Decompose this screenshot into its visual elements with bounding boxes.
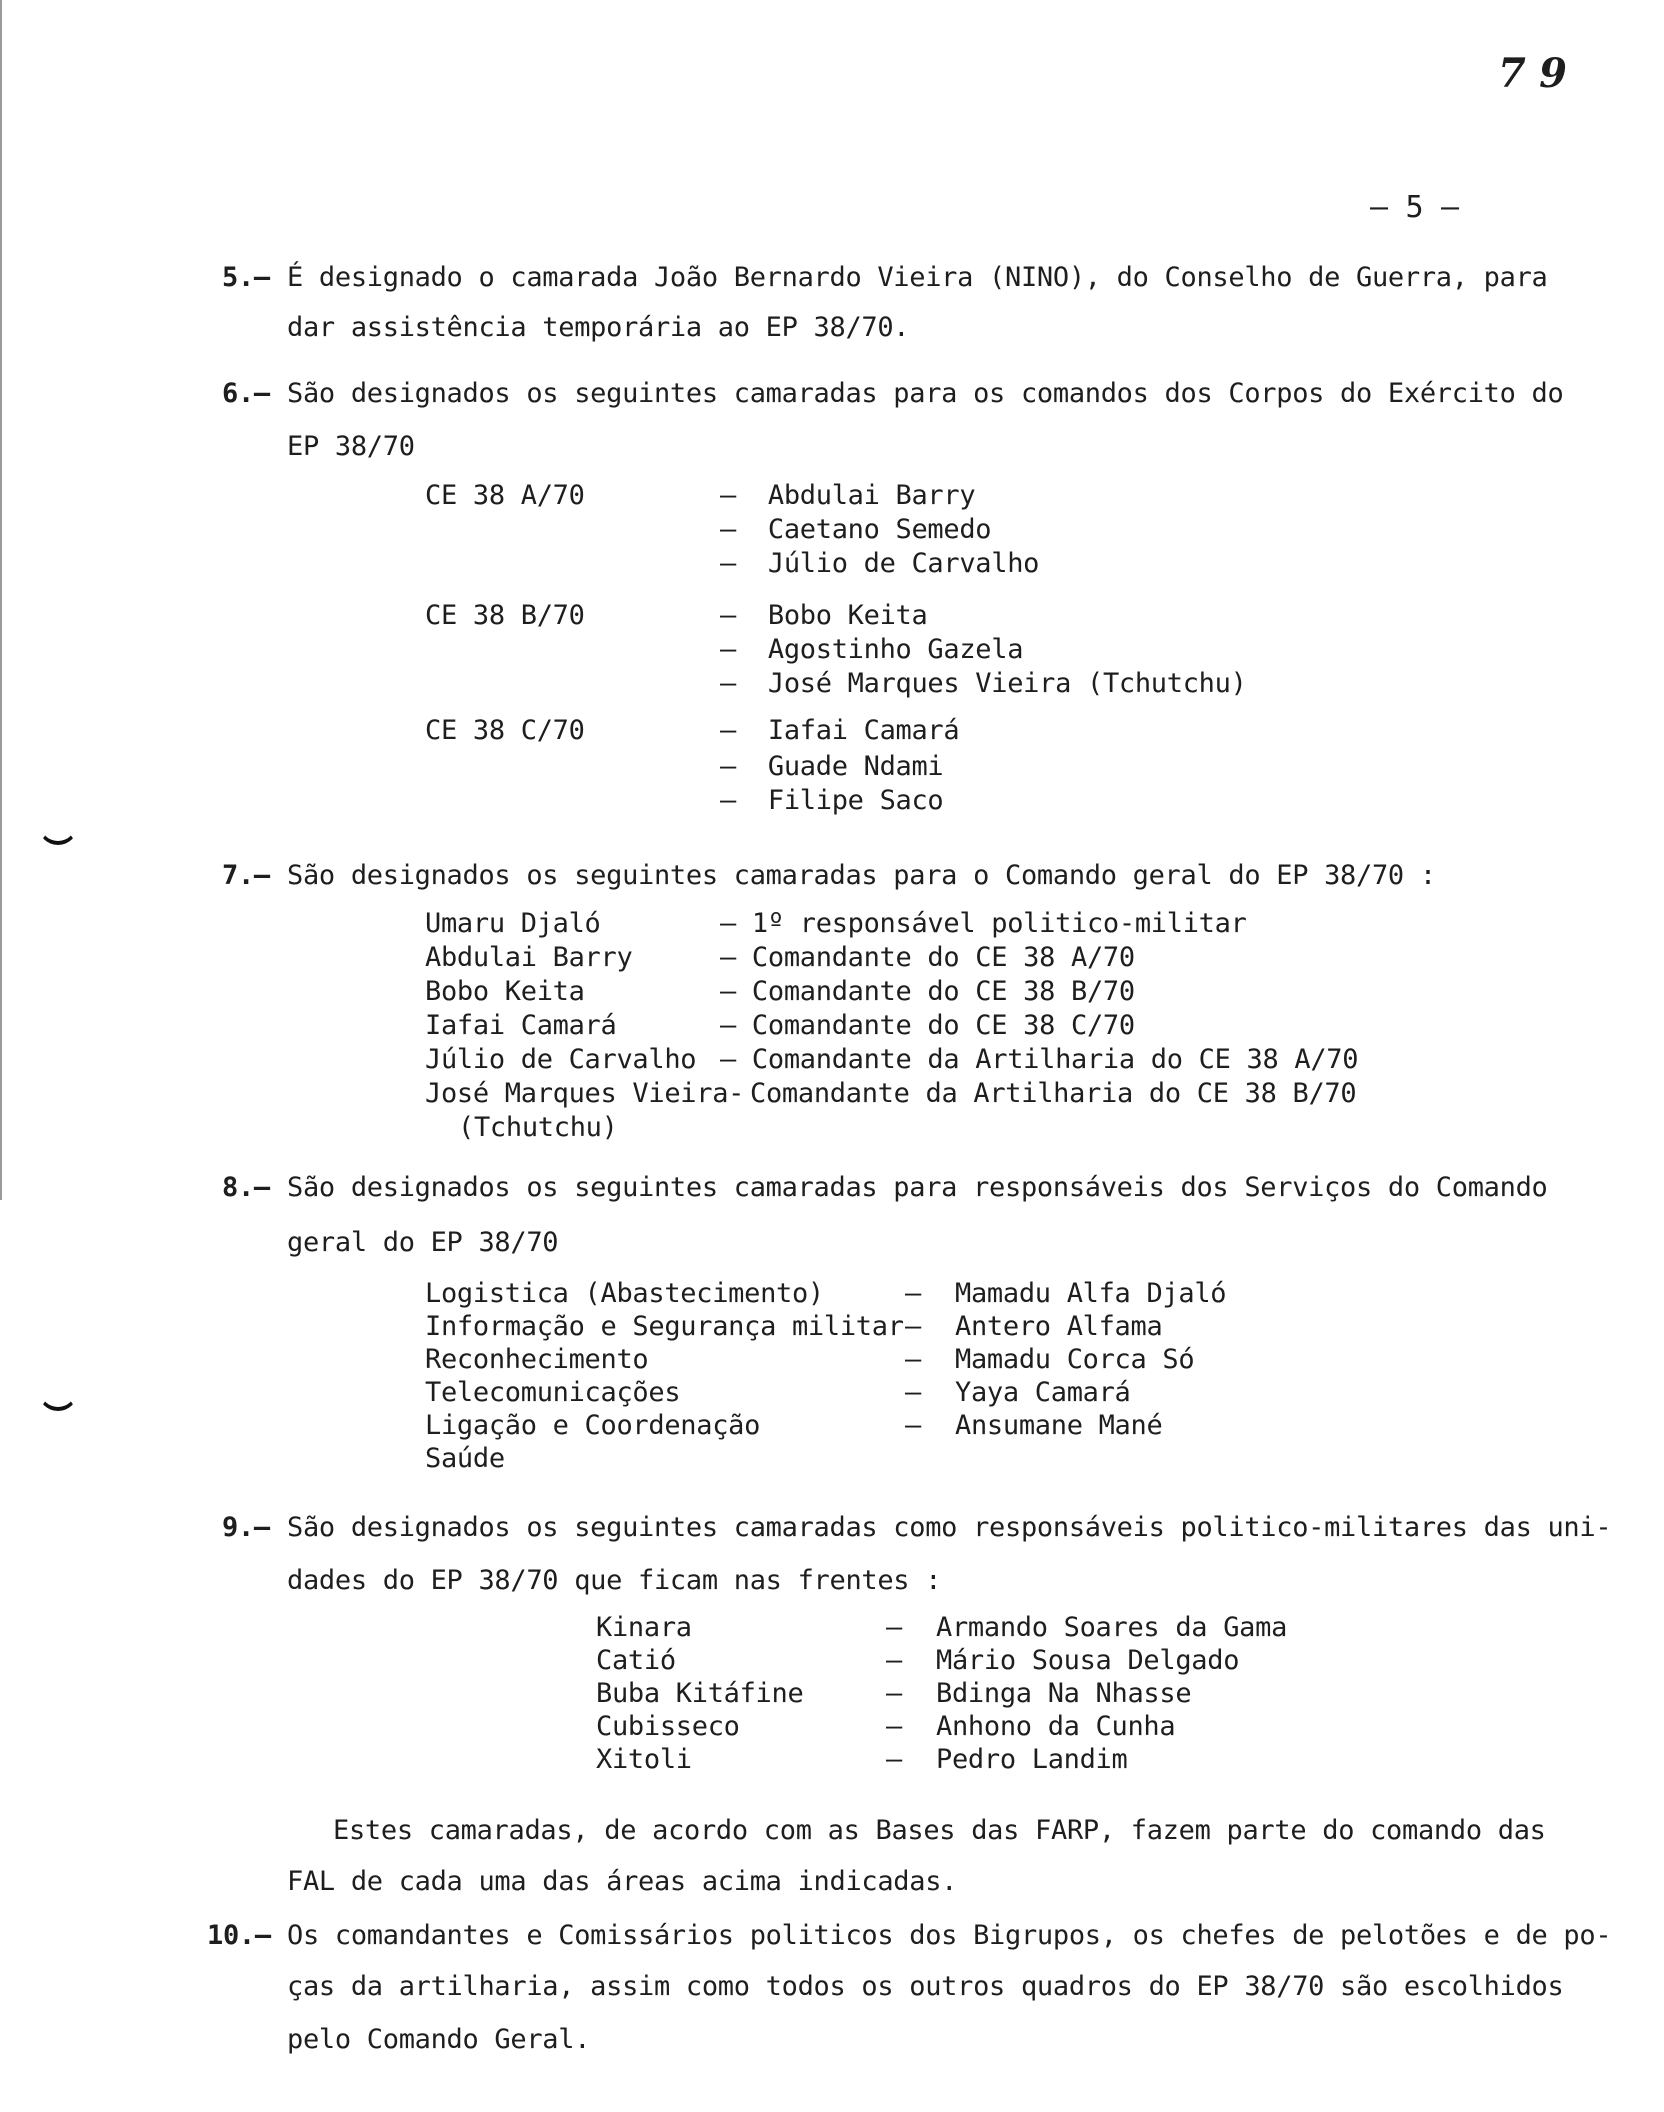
item-8-line-1: São designados os seguintes camaradas para responsáveis dos Serviços do Comando [287,1172,1548,1203]
ce-b-label: CE 38 B/70 [425,600,585,631]
service-name: Reconhecimento [425,1344,649,1375]
service-dash [905,1443,955,1476]
table-row [596,1612,1287,1645]
service-dash: – [905,1311,921,1342]
ce-c-label: CE 38 C/70 [425,715,585,746]
item-6-line-2: EP 38/70 [287,431,415,462]
item-6-line-1: São designados os seguintes camaradas para os comandos dos Corpos do Exército do [287,378,1564,409]
ce-c-member-3: – Filipe Saco [720,785,944,816]
ce-b-member-1-name: Bobo Keita [767,600,928,631]
ce-b-member-3-name: José Marques Vieira (Tchutchu) [767,668,1247,699]
table-row [425,1278,1226,1311]
table-row [425,1443,1226,1476]
ce-c-member-2-name: Guade Ndami [767,751,944,782]
item-7-number: 7.– [222,860,270,891]
ce-c-member-2: – Guade Ndami [720,751,944,782]
ce-b-member-1: – Bobo Keita [720,600,928,631]
front-responsible: Anhono da Cunha [936,1711,1176,1742]
folio-number: 7 9 [1498,50,1567,97]
front-responsible: Armando Soares da Gama [936,1612,1288,1643]
binder-mark-lower [38,1389,78,1411]
ce-a-member-1-name: Abdulai Barry [767,480,976,511]
item-9-note-line-1: Estes camaradas, de acordo com as Bases das FARP, fazem parte do comando das [333,1815,1546,1846]
command-row-5-name: Júlio de Carvalho [425,1044,697,1075]
services-table [425,1278,1226,1476]
command-row-2-name: Abdulai Barry [425,942,633,973]
table-row [596,1744,1287,1777]
command-row-6-continuation: (Tchutchu) [458,1112,618,1143]
item-7-line-1: São designados os seguintes camaradas para o Comando geral do EP 38/70 : [287,860,1436,891]
item-5-number: 5.– [222,262,270,293]
item-10-line-3: pelo Comando Geral. [287,2024,591,2055]
item-9-line-1: São designados os seguintes camaradas como responsáveis politico-militares das uni- [287,1512,1612,1543]
front-responsible: Mário Sousa Delgado [936,1645,1240,1676]
service-name: Telecomunicações [425,1377,681,1408]
ce-a-member-1: – Abdulai Barry [720,480,976,511]
item-9-line-2: dades do EP 38/70 que ficam nas frentes : [287,1565,942,1596]
command-row-6-role: Comandante da Artilharia do CE 38 B/70 [750,1078,1357,1109]
ce-a-member-2-name: Caetano Semedo [767,514,992,545]
service-name: Saúde [425,1443,505,1474]
service-name: Ligação e Coordenação [425,1410,761,1441]
service-dash: – [905,1410,921,1441]
service-name: Informação e Segurança militar [425,1311,904,1342]
fronts-table [596,1612,1287,1777]
ce-c-member-1-name: Iafai Camará [767,715,960,746]
command-row-3-name: Bobo Keita [425,976,585,1007]
service-responsible: Yaya Camará [955,1377,1131,1408]
item-10-line-1: Os comandantes e Comissários politicos dos Bigrupos, os chefes de pelotões e de po- [287,1920,1612,1951]
ce-c-member-1: – Iafai Camará [720,715,960,746]
front-place: Catió [596,1645,676,1676]
command-row-4-role: – Comandante do CE 38 C/70 [720,1010,1135,1041]
item-6-number: 6.– [222,378,270,409]
front-place: Xitoli [596,1744,692,1775]
ce-b-member-3: – José Marques Vieira (Tchutchu) [720,668,1247,699]
ce-a-member-3: – Júlio de Carvalho [720,548,1040,579]
front-dash: – [886,1711,902,1742]
table-row [596,1711,1287,1744]
item-10-number: 10.– [207,1920,271,1951]
service-responsible: Mamadu Corca Só [955,1344,1195,1375]
ce-c-member-3-name: Filipe Saco [767,785,944,816]
command-row-3-role: – Comandante do CE 38 B/70 [720,976,1135,1007]
front-responsible: Pedro Landim [936,1744,1128,1775]
command-row-4-name: Iafai Camará [425,1010,617,1041]
service-responsible [955,1443,1226,1476]
front-dash: – [886,1645,902,1676]
ce-b-member-2: – Agostinho Gazela [720,634,1024,665]
ce-a-label: CE 38 A/70 [425,480,585,511]
table-row [425,1311,1226,1344]
front-place: Kinara [596,1612,692,1643]
ce-b-member-2-name: Agostinho Gazela [767,634,1024,665]
front-responsible: Bdinga Na Nhasse [936,1678,1192,1709]
service-responsible: Ansumane Mané [955,1410,1163,1441]
front-dash: – [886,1612,902,1643]
command-row-1-name: Umaru Djaló [425,908,601,939]
service-dash: – [905,1344,921,1375]
item-9-note-line-2: FAL de cada uma das áreas acima indicadas. [287,1866,958,1897]
item-5-line-2: dar assistência temporária ao EP 38/70. [287,312,910,343]
front-place: Buba Kitáfine [596,1678,804,1709]
service-dash: – [905,1278,921,1309]
ce-a-member-3-name: Júlio de Carvalho [767,548,1040,579]
front-dash: – [886,1744,902,1775]
item-8-number: 8.– [222,1172,270,1203]
table-row [425,1377,1226,1410]
item-5-line-1: É designado o camarada João Bernardo Vieira (NINO), do Conselho de Guerra, para [287,262,1548,293]
ce-a-member-2: – Caetano Semedo [720,514,992,545]
item-9-number: 9.– [222,1512,270,1543]
table-row [596,1678,1287,1711]
service-responsible: Mamadu Alfa Djaló [955,1278,1227,1309]
command-row-2-role: – Comandante do CE 38 A/70 [720,942,1135,973]
service-name: Logistica (Abastecimento) [425,1278,824,1309]
front-place: Cubisseco [596,1711,740,1742]
service-responsible: Antero Alfama [955,1311,1163,1342]
table-row [425,1410,1226,1443]
command-row-1-role: – 1º responsável politico-militar [720,908,1247,939]
page-number: – 5 – [1370,190,1459,225]
item-10-line-2: ças da artilharia, assim como todos os outros quadros do EP 38/70 são escolhidos [287,1971,1564,2002]
scan-left-edge [0,0,2,1200]
table-row [425,1344,1226,1377]
service-dash: – [905,1377,921,1408]
command-row-5-role: – Comandante da Artilharia do CE 38 A/70 [720,1044,1359,1075]
front-dash: – [886,1678,902,1709]
table-row [596,1645,1287,1678]
command-row-6-name: José Marques Vieira- [425,1078,745,1109]
binder-mark-upper [38,823,78,845]
item-8-line-2: geral do EP 38/70 [287,1227,559,1258]
